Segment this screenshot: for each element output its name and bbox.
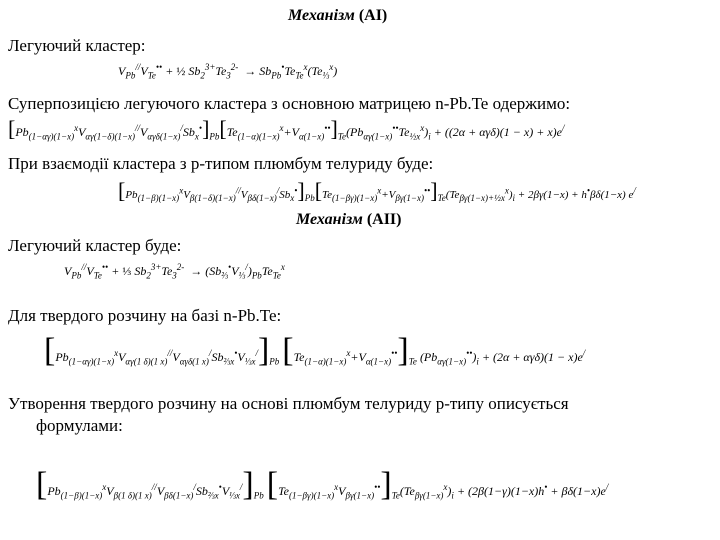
line-doping-cluster: Легуючий кластер: bbox=[8, 36, 146, 55]
heading-code: (AII) bbox=[366, 211, 402, 228]
formula-solid-solution-n-type: $[Pb_{(1-\alpha\gamma)(1-x)}^xV_{\alpha\gamma(1 \delta)(1 x)}^{//}V_{\alpha\gamma\delta(1 x)}^/Sb_{\frac{2}{3}x}^•V_{\frac{1}{3}x}^/]_{Pb}$ $[Te_{(1-\alpha)(1-x)}^x+V_{\alpha(1-x)}^{••}]_{Te}$ $(Pb_{\alpha\gamma(1-x)}^{••})_i + (2\alpha + \alpha\gamma\delta)(1 - x)e^/$ bbox=[44, 332, 586, 369]
formula-doping-cluster-ai: $V_{Pb}^{//}V_{Te}^{••}$ + ½ $Sb_2^{3+}Te_3^{2-} \to Sb_{Pb}^•Te_{Te}^x(Te_{\frac{1}{3}}^x)$ bbox=[118, 62, 338, 81]
formula-doping-cluster-aii: $V_{Pb}^{//}V_{Te}^{••}$ + ⅓ $Sb_2^{3+}Te_3^{2-} \to (Sb_{\frac{2}{3}}^•V_{\frac{1}{3}}^/)_{Pb}Te_{Te}^x$ bbox=[64, 262, 285, 281]
heading-mechanism-aii bbox=[296, 210, 401, 230]
heading-mechanism-ai bbox=[288, 6, 387, 26]
line-formulas: формулами: bbox=[36, 416, 123, 435]
formula-solid-solution-p-type: $[Pb_{(1-\beta)(1-x)}^xV_{\beta(1 \delta)(1 x)}^{//}V_{\beta\delta(1-x)}^/Sb_{\frac{2}{3}x}^•V_{\frac{1}{3}x}^/]_{Pb}$ $[Te_{(1-\beta\gamma)(1-x)}^xV_{\beta\gamma(1-x)}^{••}]_{Te}(Te_{\beta\gamma(1-x)}^x)_i + (2\beta(1-\gamma)(1-x)h^• + \beta\delta(1-x)e^/$ bbox=[36, 466, 609, 503]
line-doping-cluster-will-be: Легуючий кластер буде: bbox=[8, 236, 182, 255]
line-superposition: Суперпозицією легуючого кластера з основною матрицею n-Pb.Te одержимо: bbox=[8, 94, 571, 113]
heading-word: Механізм bbox=[288, 7, 355, 24]
line-solid-solution-n-type: Для твердого розчину на базі n-Pb.Te: bbox=[8, 306, 282, 325]
line-solid-solution-p-type: Утворення твердого розчину на основі плюмбум телуриду р-типу описується bbox=[8, 394, 569, 413]
formula-superposition-n-type: $[Pb_{(1-\alpha\gamma)(1-x)}^xV_{\alpha\gamma(1-\delta)(1-x)}^{//}V_{\alpha\gamma\delta(1-x)}^/Sb_x^•]_{Pb}[Te_{(1-\alpha)(1-x)}^x+V_{\alpha(1-x)}^{••}]_{Te}(Pb_{\alpha\gamma(1-x)}^{••}Te_{\frac{1}{2}x}^x)_i + ((2\alpha + \alpha\gamma\delta)(1 - x) + x)e^/$ bbox=[8, 116, 565, 142]
formula-p-type-interaction: $[Pb_{(1-\beta)(1-x)}^xV_{\beta(1-\delta)(1-x)}^{//}V_{\beta\delta(1-x)}^/Sb_x^•]_{Pb}[Te_{(1-\beta\gamma)(1-x)}^x+V_{\beta\gamma(1-x)}^{••}]_{Te}(Te_{\beta\gamma(1-x)+\frac{1}{2}x}^x)_i + 2\beta\gamma(1-x) + h^•\beta\delta(1-x)$ e/ bbox=[118, 178, 636, 204]
heading-code: (AI) bbox=[358, 7, 388, 24]
heading-word: Механізм bbox=[296, 211, 363, 228]
line-p-type-interaction: При взаємодії кластера з р-типом плюмбум телуриду буде: bbox=[8, 154, 434, 173]
